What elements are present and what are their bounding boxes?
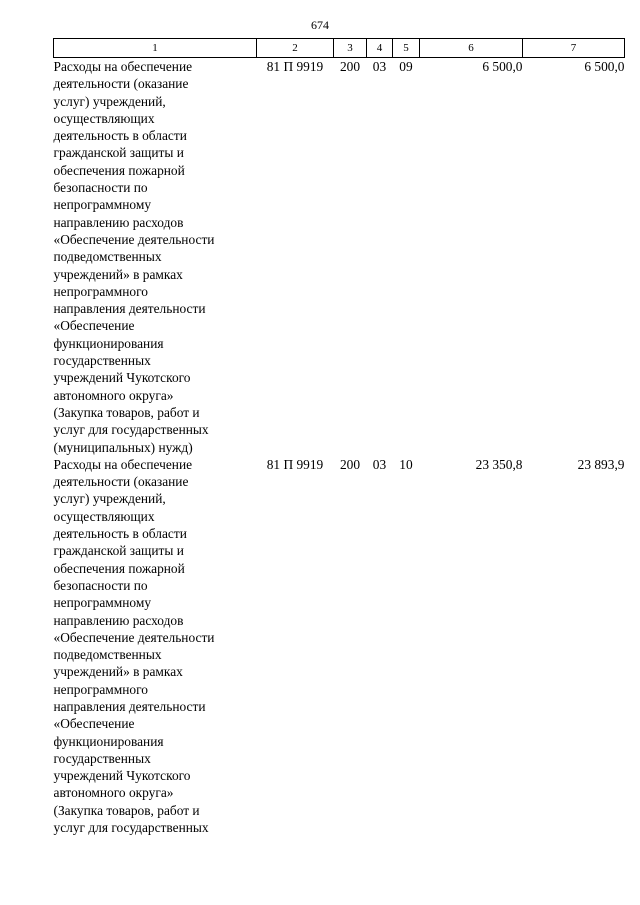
description-line: осуществляющих — [53, 110, 155, 126]
table-row — [54, 58, 625, 456]
description-line: (Закупка товаров, работ и — [53, 802, 200, 818]
description-line: деятельности (оказание — [53, 76, 189, 92]
column-header-4: 4 — [367, 39, 393, 58]
description-line: непрограммному — [53, 197, 152, 213]
description-line: «Обеспечение — [53, 716, 135, 732]
description-line: подведомственных — [53, 249, 162, 265]
description-line: направления деятельности — [53, 698, 206, 714]
amount-column-7-cell: 6 500,0 — [584, 59, 625, 74]
description-line: функционирования — [53, 335, 164, 351]
description-line: услуг) учреждений, — [53, 93, 166, 109]
description-line: услуг для государственных — [53, 422, 209, 438]
description-line: деятельность в области — [53, 128, 187, 144]
budget-table — [53, 38, 625, 836]
expense-type-cell: 200 — [339, 456, 361, 472]
description-line: «Обеспечение деятельности — [53, 629, 215, 645]
description-line: деятельности (оказание — [53, 474, 189, 490]
column-header-6: 6 — [420, 39, 523, 58]
description-line: осуществляющих — [53, 508, 155, 524]
target-code-cell: 81 П 9919 — [266, 59, 324, 74]
description-line: безопасности по — [53, 180, 148, 196]
column-header-1: 1 — [54, 39, 257, 58]
description-line: учреждений Чукотского — [53, 768, 191, 784]
expense-type-cell: 200 — [339, 59, 361, 74]
description-line: непрограммного — [53, 283, 148, 299]
description-line: обеспечения пожарной — [53, 162, 185, 178]
description-line: услуг) учреждений, — [53, 491, 166, 507]
description-line: услуг для государственных — [53, 820, 209, 836]
description-line: «Обеспечение деятельности — [53, 231, 215, 247]
description-line: (Закупка товаров, работ и — [53, 404, 200, 420]
expense-description — [54, 456, 257, 837]
description-line: учреждений» в рамках — [53, 266, 183, 282]
column-number-header-row — [54, 39, 625, 58]
description-line: Расходы на обеспечение — [53, 456, 193, 472]
section-cell: 03 — [372, 456, 387, 472]
description-line: деятельность в области — [53, 526, 187, 542]
description-line: государственных — [53, 353, 151, 369]
description-line: функционирования — [53, 733, 164, 749]
description-line: государственных — [53, 750, 151, 766]
column-header-2: 2 — [257, 39, 334, 58]
amount-column-6-cell: 23 350,8 — [475, 456, 523, 472]
description-line: учреждений» в рамках — [53, 664, 183, 680]
description-line: «Обеспечение — [53, 318, 135, 334]
description-line: автономного округа» — [53, 387, 174, 403]
description-line: направления деятельности — [53, 301, 206, 317]
page-number: 674 — [311, 18, 329, 32]
column-header-5: 5 — [393, 39, 420, 58]
subsection-cell: 09 — [399, 59, 413, 74]
amount-column-6-cell: 6 500,0 — [482, 59, 523, 74]
description-line: непрограммного — [53, 681, 148, 697]
description-line: учреждений Чукотского — [53, 370, 191, 386]
amount-column-7-cell: 23 893,9 — [577, 456, 625, 472]
description-line: безопасности по — [53, 577, 148, 593]
expense-description — [54, 58, 257, 456]
description-line: Расходы на обеспечение — [53, 59, 193, 74]
description-line: направлению расходов — [53, 214, 184, 230]
target-code-cell: 81 П 9919 — [266, 456, 324, 472]
description-line: обеспечения пожарной — [53, 560, 185, 576]
table-row — [54, 456, 625, 837]
description-line: непрограммному — [53, 595, 152, 611]
description-line: гражданской защиты и — [53, 145, 184, 161]
subsection-cell: 10 — [399, 456, 413, 472]
description-line: гражданской защиты и — [53, 543, 184, 559]
description-line: (муниципальных) нужд) — [53, 439, 193, 455]
description-line: подведомственных — [53, 647, 162, 663]
column-header-3: 3 — [334, 39, 367, 58]
description-line: направлению расходов — [53, 612, 184, 628]
section-cell: 03 — [372, 59, 387, 74]
column-header-7: 7 — [523, 39, 625, 58]
description-line: автономного округа» — [53, 785, 174, 801]
